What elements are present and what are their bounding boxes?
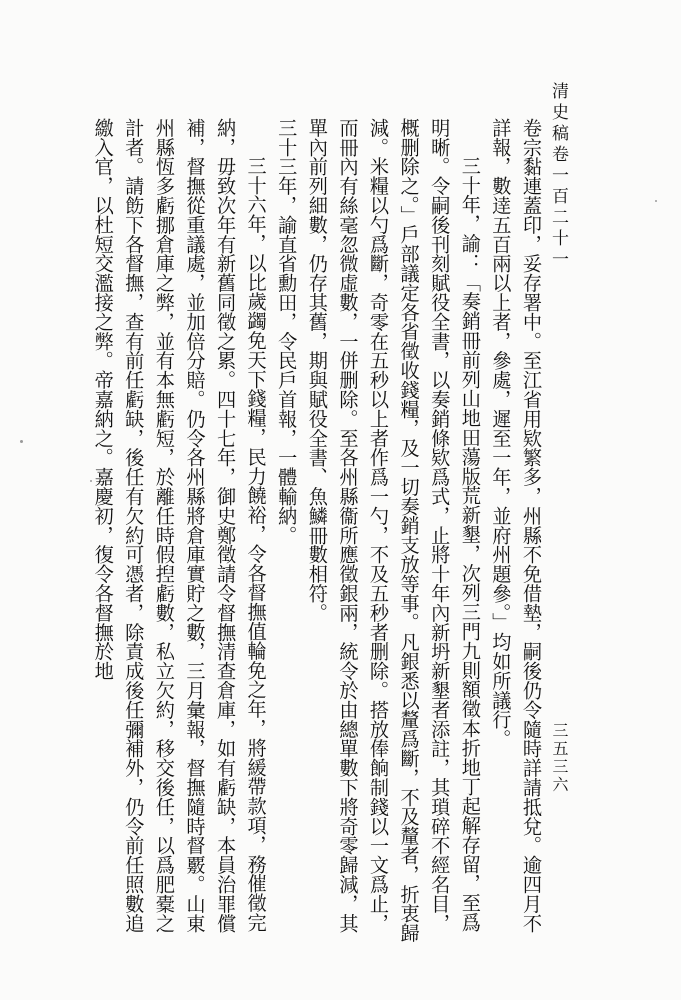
scan-speck [90,480,92,482]
page-number [542,722,576,794]
paragraph-3: 三十三年，諭直省勳田，令民戶首報，一體輸納。 [275,118,299,545]
paragraph-4: 三十六年，以比歲蠲免天下錢糧，民力饒裕，令各督撫值輪免之年，將緩帶款項，務催徵完納，毋致次年有新舊同徵之累。四十七年，御史鄭徵請令督撫清查倉庫，如有虧缺，本員治罪償補，督撫從重議處，並加倍分賠。仍令各州縣將倉庫實貯之數，三月彙報，督撫隨時督覈。山東州縣恆多虧挪倉庫之弊，並有本無虧短，於離任時假揑虧數，私立欠約，移交後任，以爲肥橐之計者。請飭下各督撫，查有前任虧缺，後任有欠約可憑者，除責成後任彌補外，仍令前任照數追繳入官，以杜短交濫接之弊。帝嘉納之。嘉慶初，復令各督撫於地 [91,118,268,933]
page-number-text: 三五三六 [550,722,569,794]
scan-speck [20,440,23,443]
main-text-block [86,118,546,948]
paragraph-1: 卷宗黏連蓋印，妥存署中。至江省用欵繁多，州縣不免借墊，嗣後仍令隨時詳請抵兌。逾四月不詳報，數逹五百兩以上者，參處，遲至一年，並府州題參。」均如所議行。 [489,118,543,933]
scan-speck [655,200,657,202]
header-title: 清史稿卷一百二十一 [548,82,568,271]
paragraph-2: 三十年，諭：「奏銷冊前列山地田蕩版荒新墾，次列三門九則額徵本折地丁起解存留，至爲明晰。令嗣後刊刻賦役全書，以奏銷條欵爲式，止將十年內新坍新墾者添註，其瑣碎不經名目，概删除之。」戶部議定各省徵收錢糧，及一切奏銷支放等事。凡銀悉以釐爲斷，不及釐者，折衷歸減。米糧以勺爲斷，奇零在五秒以上者作爲一勺，不及五秒者删除。搭放俸餉制錢以一文爲止，而冊內有絲毫忽微虛數，一併删除。至各州縣衞所應徵銀兩，統令於由總單數下將奇零歸減，其單內前列細數，仍存其舊，期與賦役全書、魚鱗冊數相符。 [305,118,482,943]
